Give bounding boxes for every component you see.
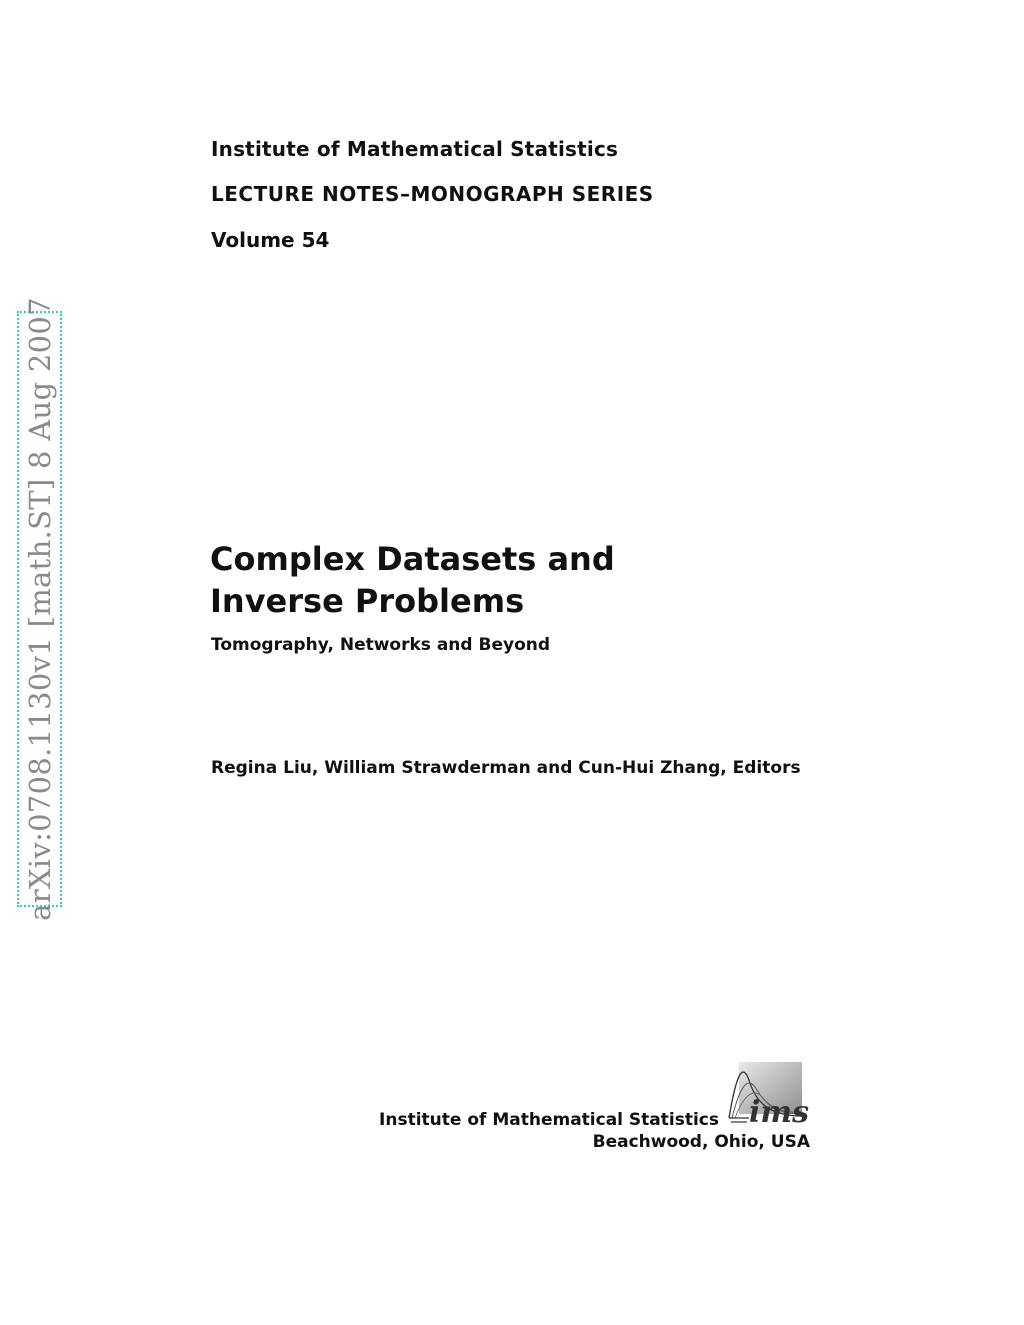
arxiv-stamp-text: arXiv:0708.1130v1 [math.ST] 8 Aug 2007: [22, 297, 57, 921]
series-volume: Volume 54: [211, 228, 330, 252]
book-subtitle: Tomography, Networks and Beyond: [211, 635, 551, 655]
ims-logo-text: ims: [749, 1095, 810, 1130]
book-title: [210, 538, 615, 622]
book-title-line-2: Inverse Problems: [210, 582, 525, 620]
publisher-name: Institute of Mathematical Statistics: [379, 1110, 719, 1130]
book-editors: Regina Liu, William Strawderman and Cun-Hui Zhang, Editors: [211, 758, 801, 778]
arxiv-stamp: [17, 297, 62, 921]
series-organization: Institute of Mathematical Statistics: [211, 137, 619, 161]
publisher-location: Beachwood, Ohio, USA: [592, 1132, 810, 1152]
series-name: LECTURE NOTES–MONOGRAPH SERIES: [211, 182, 654, 206]
book-title-line-1: Complex Datasets and: [210, 540, 615, 578]
